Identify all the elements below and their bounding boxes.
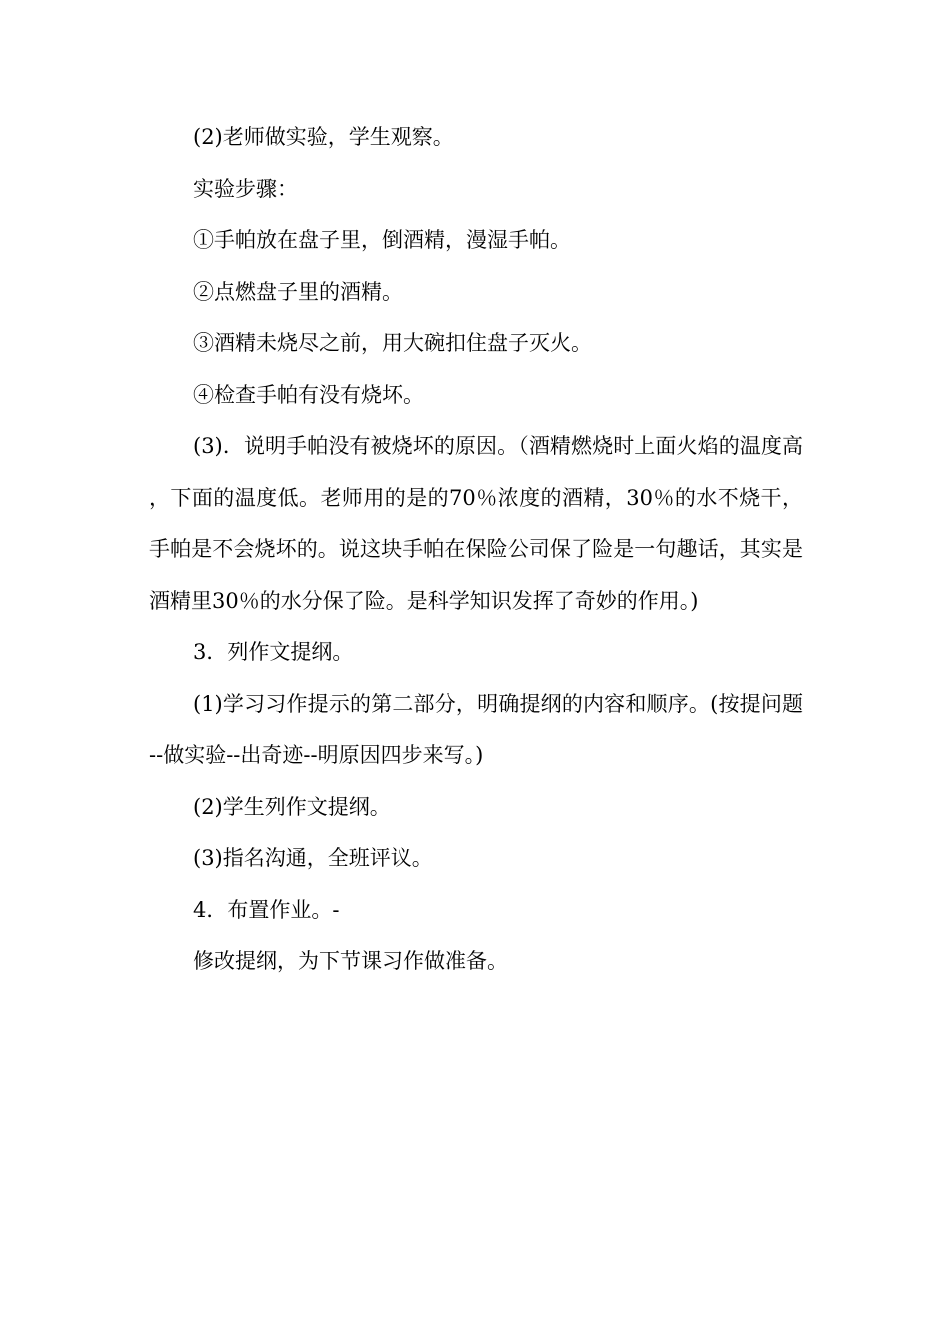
paragraph-step-1: ①手帕放在盘子里，倒酒精，漫湿手帕。 (193, 228, 571, 252)
paragraph-outline-heading: 3．列作文提纲。 (193, 640, 354, 664)
paragraph-outline-study: (1)学习习作提示的第二部分，明确提纲的内容和顺序。(按提问题--做实验--出奇迹--明原因四步来写。) (149, 691, 803, 767)
paragraph-step-3: ③酒精未烧尽之前，用大碗扣住盘子灭火。 (193, 331, 592, 355)
document-body (149, 112, 803, 988)
paragraph-outline-students: (2)学生列作文提纲。 (193, 794, 391, 819)
paragraph-outline-review: (3)指名沟通，全班评议。 (193, 846, 433, 870)
paragraph-step-2: ②点燃盘子里的酒精。 (193, 279, 403, 304)
paragraph-experiment-intro: (2)老师做实验，学生观察。 (193, 125, 454, 149)
paragraph-steps-heading: 实验步骤： (193, 176, 298, 201)
paragraph-homework-heading: 4．布置作业。- (193, 897, 340, 922)
paragraph-homework-task: 修改提纲，为下节课习作做准备。 (193, 949, 508, 973)
paragraph-step-4: ④检查手帕有没有烧坏。 (193, 382, 424, 407)
paragraph-explanation: (3)．说明手帕没有被烧坏的原因。（酒精燃烧时上面火焰的温度高，下面的温度低。老师用的是的70％浓度的酒精，30％的水不烧干，手帕是不会烧坏的。说这块手帕在保险公司保了险是一句趣话，其实是酒精里30％的水分保了险。是科学知识发挥了奇妙的作用。) (149, 434, 803, 613)
